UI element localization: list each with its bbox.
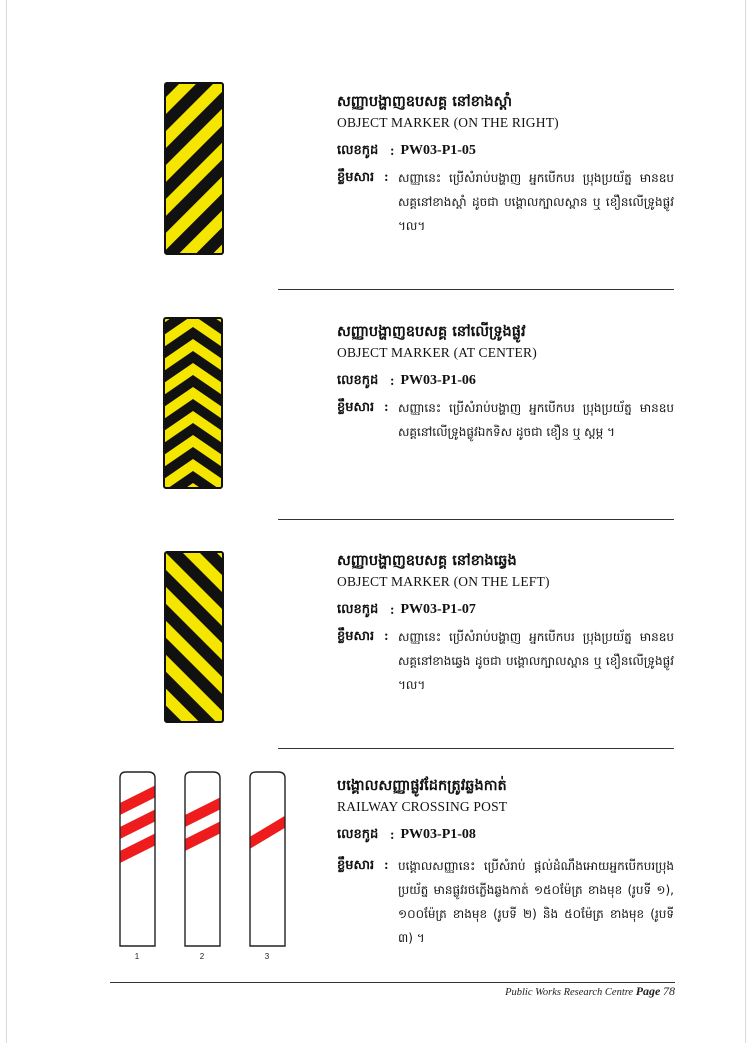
entry-object-marker-left — [337, 551, 674, 697]
entry-en-title: OBJECT MARKER (AT CENTER) — [337, 345, 537, 360]
railway-post-3 — [248, 770, 288, 948]
post-number-1: 1 — [134, 952, 140, 961]
entry-kh-title: បង្គោលសញ្ញាផ្លូវដែកត្រូវឆ្លងកាត់ — [337, 778, 507, 794]
code-label: លេខកូដ — [337, 143, 379, 158]
description-row — [337, 625, 674, 697]
object-marker-left-sign — [164, 551, 224, 723]
description-label: ខ្លឹមសារ — [337, 858, 375, 873]
description-text: សញ្ញានេះ ប្រើសំរាប់បង្ហាញ អ្នកបើកបរ ប្រុងប្រយ័ត្ន មានឧបសគ្គនៅខាងស្តាំ ដូចជា បង្គោលក្បាលស្ពាន ឬ ខឿនលើទ្រូងផ្លូវ ។ល។ — [398, 171, 674, 233]
code-label: លេខកូដ — [337, 827, 379, 842]
footer-divider — [110, 982, 675, 983]
description-row — [337, 396, 674, 444]
code-value: PW03-P1-08 — [400, 827, 476, 842]
colon: : — [384, 629, 389, 644]
object-marker-center-sign — [163, 317, 223, 489]
footer-page-word: Page — [635, 984, 661, 998]
code-value: PW03-P1-06 — [400, 373, 476, 388]
code-value: PW03-P1-05 — [400, 143, 476, 158]
colon: : — [384, 170, 389, 185]
colon: : — [390, 143, 395, 158]
description-row — [337, 166, 674, 238]
description-text: សញ្ញានេះ ប្រើសំរាប់បង្ហាញ អ្នកបើកបរ ប្រុងប្រយ័ត្ន មានឧបសគ្គនៅលើទ្រូងផ្លូវឯកទិស ដូចជា ខឿន ឬ ស្តម្ភ ។ — [398, 401, 674, 439]
code-row — [337, 372, 674, 390]
description-text: បង្គោលសញ្ញានេះ ប្រើសំរាប់ ផ្តល់ដំណឹងអោយអ្នកបើកបរប្រុងប្រយ័ត្ន មានផ្លូវរថភ្លើងឆ្លងកាត់ ១៥០ម៉ែត្រ ខាងមុខ (រូបទី ១), ១០០ម៉ែត្រ ខាងមុខ (រូបទី ២) និង ៥០ម៉ែត្រ ខាងមុខ (រូបទី ៣) ។ — [398, 859, 674, 945]
post-number-3: 3 — [264, 952, 270, 961]
entry-railway-crossing-post — [337, 776, 674, 950]
colon: : — [390, 602, 395, 617]
entry-en-title: OBJECT MARKER (ON THE RIGHT) — [337, 115, 559, 130]
footer-org: Public Works Research Centre — [505, 987, 634, 998]
page-edge-right — [745, 0, 746, 1043]
railway-post-2 — [183, 770, 223, 948]
object-marker-right-sign — [164, 82, 224, 255]
colon: : — [384, 858, 389, 873]
code-label: លេខកូដ — [337, 373, 379, 388]
page-footer — [505, 984, 675, 999]
code-row — [337, 601, 674, 619]
description-label: ខ្លឹមសារ — [337, 629, 375, 644]
colon: : — [384, 400, 389, 415]
description-row — [337, 854, 674, 950]
description-label: ខ្លឹមសារ — [337, 400, 375, 415]
code-row — [337, 826, 674, 844]
entry-kh-title: សញ្ញាបង្ហាញឧបសគ្គ នៅខាងស្តាំ — [337, 94, 513, 110]
section-divider — [278, 748, 674, 749]
description-text: សញ្ញានេះ ប្រើសំរាប់បង្ហាញ អ្នកបើកបរ ប្រុងប្រយ័ត្ន មានឧបសគ្គនៅខាងឆ្វេង ដូចជា បង្គោលក្បាលស្ពាន ឬ ខឿនលើទ្រូងផ្លូវ ។ល។ — [398, 630, 674, 692]
entry-object-marker-center — [337, 322, 674, 444]
code-label: លេខកូដ — [337, 602, 379, 617]
railway-post-1 — [118, 770, 158, 948]
description-label: ខ្លឹមសារ — [337, 170, 375, 185]
entry-object-marker-right — [337, 92, 674, 238]
entry-kh-title: សញ្ញាបង្ហាញឧបសគ្គ នៅលើទ្រូងផ្លូវ — [337, 324, 526, 340]
colon: : — [390, 827, 395, 842]
page-edge-left — [6, 0, 7, 1043]
entry-en-title: OBJECT MARKER (ON THE LEFT) — [337, 574, 550, 589]
section-divider — [278, 519, 674, 520]
code-row — [337, 142, 674, 160]
entry-en-title: RAILWAY CROSSING POST — [337, 799, 508, 814]
code-value: PW03-P1-07 — [400, 602, 476, 617]
section-divider — [278, 289, 674, 290]
post-number-2: 2 — [199, 952, 205, 961]
footer-page-number: 78 — [663, 984, 675, 998]
colon: : — [390, 373, 395, 388]
entry-kh-title: សញ្ញាបង្ហាញឧបសគ្គ នៅខាងឆ្វេង — [337, 553, 517, 569]
